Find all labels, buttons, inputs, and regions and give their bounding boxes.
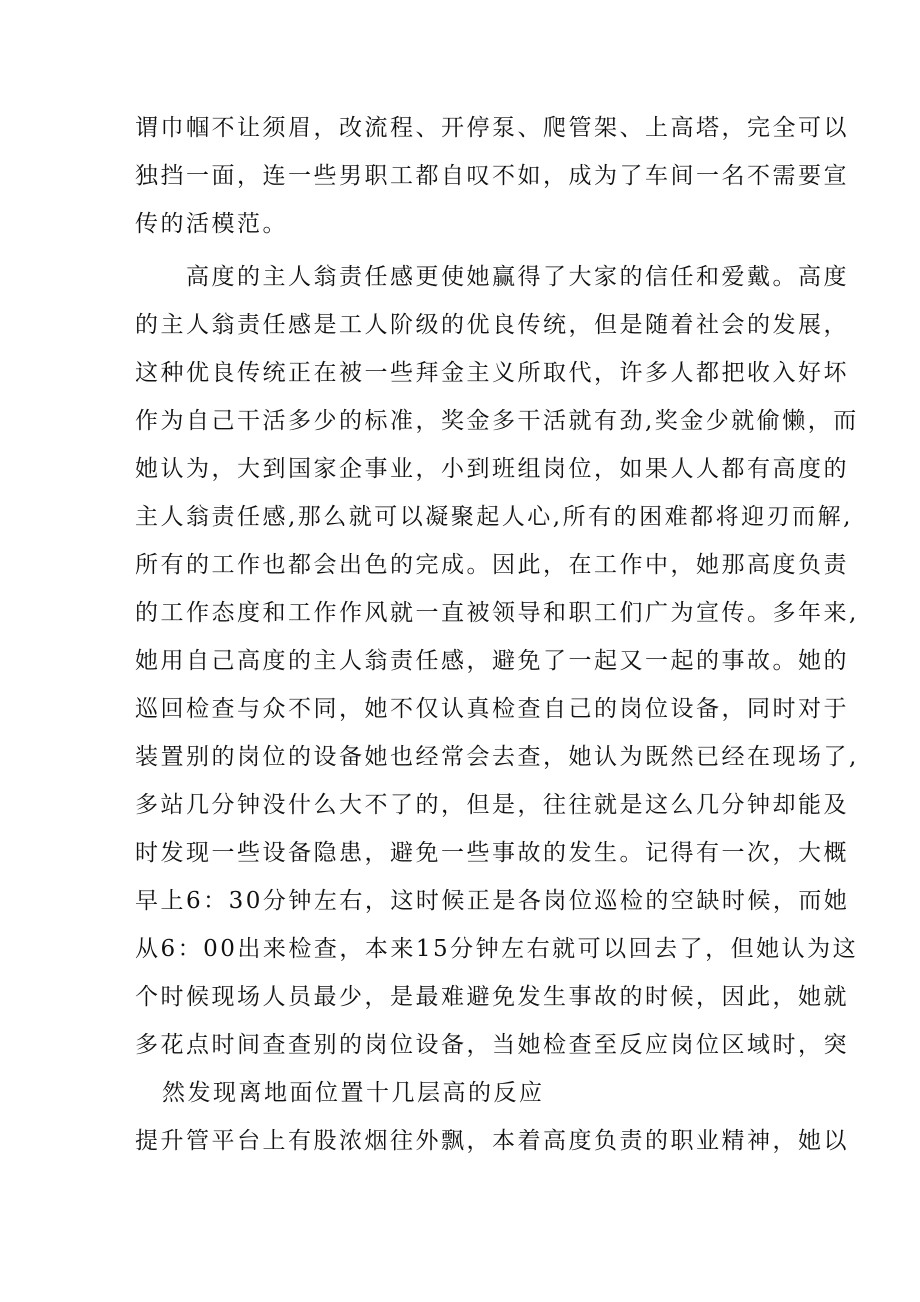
text-line: 早上6：30分钟左右，这时候正是各岗位巡检的空缺时候，而她 — [135, 888, 850, 914]
paragraph-first-line: 高度的主人翁责任感更使她赢得了大家的信任和爱戴。高度 — [186, 264, 849, 290]
text-line: 所有的工作也都会出色的完成。因此，在工作中，她那高度负责 — [135, 552, 849, 578]
text-line: 她用自己高度的主人翁责任感，避免了一起又一起的事故。她的 — [135, 648, 849, 674]
text-line: 主人翁责任感,那么就可以凝聚起人心,所有的困难都将迎刃而解, — [135, 504, 853, 530]
text-line: 作为自己干活多少的标准，奖金多干活就有劲,奖金少就偷懒，而 — [135, 408, 859, 434]
text-line: 独挡一面，连一些男职工都自叹不如，成为了车间一名不需要宣 — [135, 163, 849, 189]
text-line: 装置别的岗位的设备她也经常会去查，她认为既然已经在现场了, — [135, 744, 859, 770]
text-line: 的工作态度和工作作风就一直被领导和职工们广为宣传。多年来, — [135, 600, 859, 626]
text-line: 时发现一些设备隐患，避免一些事故的发生。记得有一次，大概 — [135, 840, 849, 866]
text-line: 她认为，大到国家企事业，小到班组岗位，如果人人都有高度的 — [135, 456, 849, 482]
text-line: 的主人翁责任感是工人阶级的优良传统，但是随着社会的发展， — [135, 312, 849, 338]
text-line: 巡回检查与众不同，她不仅认真检查自己的岗位设备，同时对于 — [135, 696, 849, 722]
text-line: 多站几分钟没什么大不了的，但是，往往就是这么几分钟却能及 — [135, 792, 849, 818]
text-line: 多花点时间查查别的岗位设备，当她检查至反应岗位区域时，突 — [135, 1032, 849, 1058]
text-line: 传的活模范。 — [135, 211, 288, 237]
text-line: 这种优良传统正在被一些拜金主义所取代，许多人都把收入好坏 — [135, 360, 849, 386]
text-line: 个时候现场人员最少，是最难避免发生事故的时候，因此，她就 — [135, 984, 849, 1010]
text-line: 从6：00出来检查，本来15分钟左右就可以回去了，但她认为这 — [135, 936, 859, 962]
text-line: 然发现离地面位置十几层高的反应 — [162, 1080, 545, 1106]
text-line: 谓巾帼不让须眉，改流程、开停泵、爬管架、上高塔，完全可以 — [135, 115, 849, 141]
text-line: 提升管平台上有股浓烟往外飘，本着高度负责的职业精神，她以 — [135, 1128, 849, 1154]
